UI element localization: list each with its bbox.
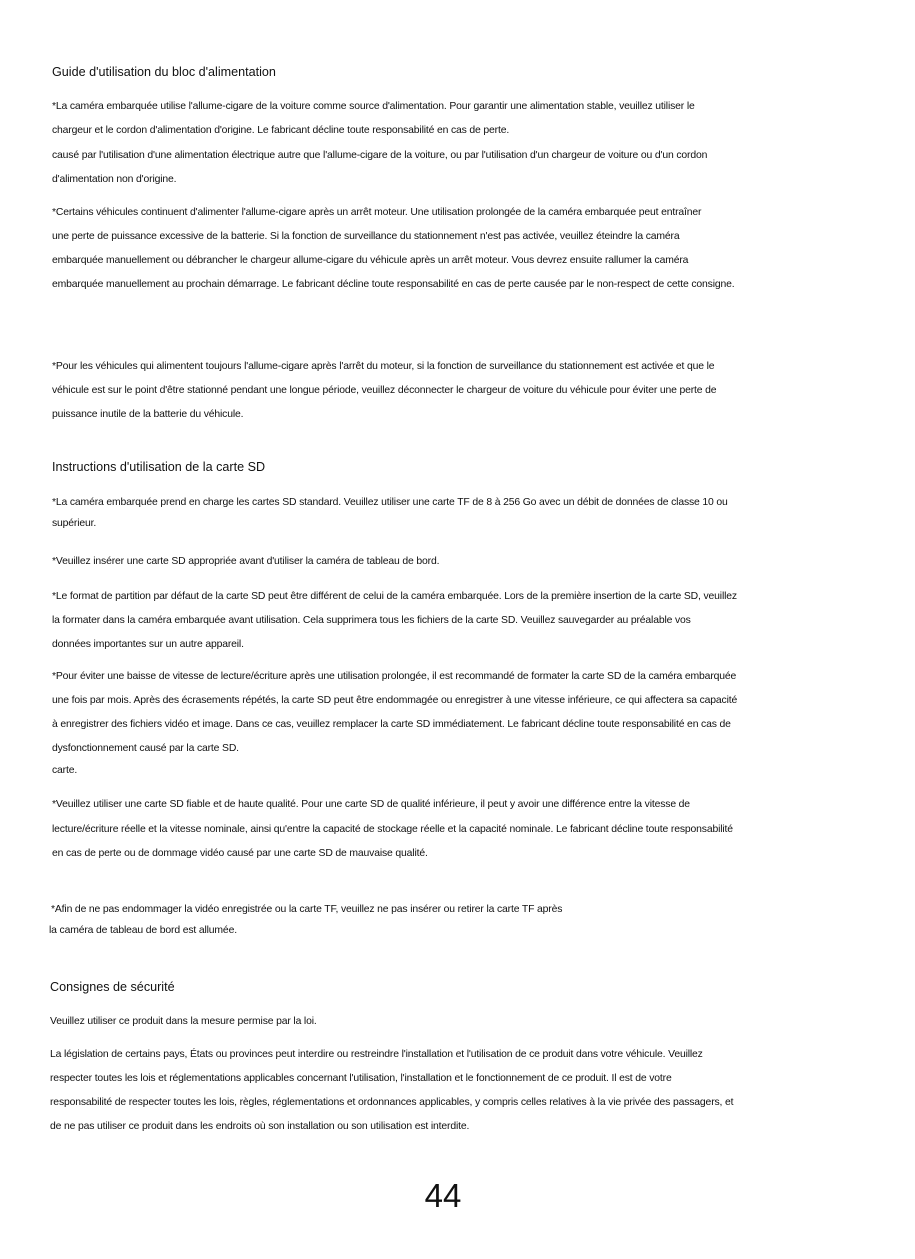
sd-p4-line-5: carte. <box>52 765 78 776</box>
sd-p4-line-3: à enregistrer des fichiers vidéo et image. Dans ce cas, veuillez remplacer la carte SD immédiatement. Le fabricant décline toute responsabilité en cas de <box>52 719 731 730</box>
sd-p3-line-2: la formater dans la caméra embarquée avant utilisation. Cela supprimera tous les fichiers de la carte SD. Veuillez sauvegarder au préalable vos <box>52 615 691 626</box>
power-p3-line-3: puissance inutile de la batterie du véhicule. <box>52 409 244 420</box>
safety-p2-line-3: responsabilité de respecter toutes les lois, règles, réglementations et ordonnances applicables, y compris celles relatives à la vie privée des passagers, et <box>50 1097 734 1108</box>
power-p2-line-3: embarquée manuellement ou débrancher le chargeur allume-cigare du véhicule après un arrêt moteur. Vous devrez ensuite rallumer la caméra <box>52 255 689 266</box>
page-number: 44 <box>424 1177 462 1214</box>
sd-p5-line-2: lecture/écriture réelle et la vitesse nominale, ainsi qu'entre la capacité de stockage réelle et la capacité nominale. Le fabricant décline toute responsabilité <box>52 824 733 835</box>
sd-p2-line-1: *Veuillez insérer une carte SD appropriée avant d'utiliser la caméra de tableau de bord. <box>52 556 440 567</box>
sd-p6-line-2: la caméra de tableau de bord est allumée. <box>49 925 237 936</box>
sd-p5-line-1: *Veuillez utiliser une carte SD fiable et de haute qualité. Pour une carte SD de qualité inférieure, il peut y avoir une différence entre la vitesse de <box>52 799 690 810</box>
sd-p4-line-2: une fois par mois. Après des écrasements répétés, la carte SD peut être endommagée ou enregistrer à une vitesse inférieure, ce qui affectera sa capacité <box>52 695 738 706</box>
safety-p2-line-2: respecter toutes les lois et réglementations applicables concernant l'utilisation, l'installation et le fonctionnement de ce produit. Il est de votre <box>50 1073 672 1084</box>
power-p1-line-2: chargeur et le cordon d'alimentation d'origine. Le fabricant décline toute responsabilité en cas de perte. <box>52 125 510 136</box>
sd-p4-line-1: *Pour éviter une baisse de vitesse de lecture/écriture après une utilisation prolongée, il est recommandé de formater la carte SD de la caméra embarquée <box>52 671 737 682</box>
sd-p5-line-3: en cas de perte ou de dommage vidéo causé par une carte SD de mauvaise qualité. <box>52 848 428 859</box>
sd-section-heading: Instructions d'utilisation de la carte SD <box>52 460 266 474</box>
power-section-heading: Guide d'utilisation du bloc d'alimentation <box>52 65 276 79</box>
power-p1-line-4: d'alimentation non d'origine. <box>52 174 177 185</box>
safety-p1-line-1: Veuillez utiliser ce produit dans la mesure permise par la loi. <box>50 1016 317 1027</box>
power-p3-line-1: *Pour les véhicules qui alimentent toujours l'allume-cigare après l'arrêt du moteur, si la fonction de surveillance du stationnement est activée et que le <box>52 361 715 372</box>
power-p1-line-3: causé par l'utilisation d'une alimentation électrique autre que l'allume-cigare de la voiture, ou par l'utilisation d'un chargeur de voiture ou d'un cordon <box>52 150 708 161</box>
power-p3-line-2: véhicule est sur le point d'être stationné pendant une longue période, veuillez déconnecter le chargeur de voiture du véhicule pour éviter une perte de <box>52 385 717 396</box>
sd-p4-line-4: dysfonctionnement causé par la carte SD. <box>52 743 239 754</box>
sd-p1-line-2: supérieur. <box>52 518 97 529</box>
safety-section-heading: Consignes de sécurité <box>50 980 175 994</box>
power-p2-line-2: une perte de puissance excessive de la batterie. Si la fonction de surveillance du stationnement n'est pas activée, veuillez éteindre la caméra <box>52 231 680 242</box>
sd-p6-line-1: *Afin de ne pas endommager la vidéo enregistrée ou la carte TF, veuillez ne pas insérer ou retirer la carte TF après <box>51 904 563 915</box>
power-p2-line-1: *Certains véhicules continuent d'alimenter l'allume-cigare après un arrêt moteur. Une utilisation prolongée de la caméra embarquée peut entraîner <box>52 207 702 218</box>
sd-p3-line-1: *Le format de partition par défaut de la carte SD peut être différent de celui de la caméra embarquée. Lors de la première insertion de la carte SD, veuillez <box>52 591 737 602</box>
safety-p2-line-4: de ne pas utiliser ce produit dans les endroits où son installation ou son utilisation est interdite. <box>50 1121 470 1132</box>
power-p1-line-1: *La caméra embarquée utilise l'allume-cigare de la voiture comme source d'alimentation. Pour garantir une alimentation stable, veuillez utiliser le <box>52 101 695 112</box>
safety-p2-line-1: La législation de certains pays, États ou provinces peut interdire ou restreindre l'installation et l'utilisation de ce produit dans votre véhicule. Veuillez <box>50 1049 703 1060</box>
sd-p1-line-1: *La caméra embarquée prend en charge les cartes SD standard. Veuillez utiliser une carte TF de 8 à 256 Go avec un débit de données de classe 10 ou <box>52 497 728 508</box>
sd-p3-line-3: données importantes sur un autre appareil. <box>52 639 244 650</box>
power-p2-line-4: embarquée manuellement au prochain démarrage. Le fabricant décline toute responsabilité en cas de perte causée par le non-respect de cette consigne. <box>52 279 735 290</box>
